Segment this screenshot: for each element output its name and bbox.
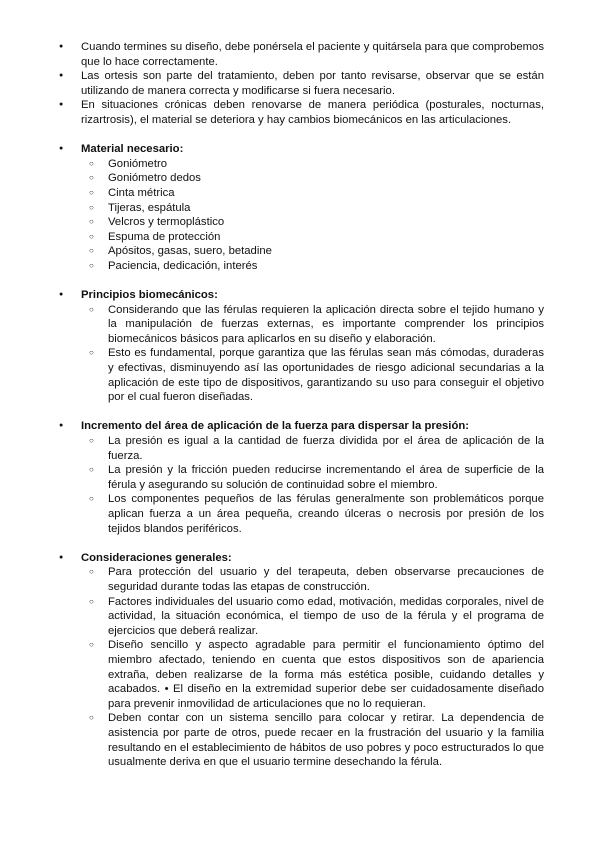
principios-list <box>81 303 544 405</box>
list-item: ○ Apósitos, gasas, suero, betadine <box>81 244 544 259</box>
list-item: ○ Diseño sencillo y aspecto agradable para permitir el funcionamiento óptimo del miembro afectado, teniendo en cuenta que estos dispositivos son de apariencia extraña, deben realizarse de la forma más estética posible, cuidando detalles y acabados. • El diseño en la extremidad superior debe ser cuidadosamente diseñado para prevenir inmovilidad de articulaciones que no lo requieran. <box>81 638 544 711</box>
list-item: ○ Espuma de protección <box>81 230 544 245</box>
incremento-list <box>81 434 544 536</box>
intro-item: ● Las ortesis son parte del tratamiento, deben por tanto revisarse, observar que se están utilizando de manera correcta y modificarse si fuera necesario. <box>0 69 600 98</box>
section-title: Principios biomecánicos: <box>81 289 218 302</box>
intro-item: ● En situaciones crónicas deben renovarse de manera periódica (posturales, nocturnas, rizartrosis), el material se deteriora y hay cambios biomecánicos en las articulaciones. <box>0 98 600 127</box>
list-item: ○ Goniómetro dedos <box>81 171 544 186</box>
list-item: ○ Goniómetro <box>81 157 544 172</box>
section-title: Material necesario: <box>81 143 184 156</box>
list-item: ○ Factores individuales del usuario como edad, motivación, medidas corporales, nivel de actividad, la situación económica, el tiempo de uso de la férula y el programa de ejercicios que deberá realizar. <box>81 595 544 639</box>
list-item: ○ Velcros y termoplástico <box>81 215 544 230</box>
list-item: ○ Los componentes pequeños de las férulas generalmente son problemáticos porque aplican fuerza a un área pequeña, creando úlceras o necrosis por presión de los tejidos blandos periféricos. <box>81 492 544 536</box>
section-title: Incremento del área de aplicación de la fuerza para dispersar la presión: <box>81 420 470 433</box>
list-item: ○ Deben contar con un sistema sencillo para colocar y retirar. La dependencia de asistencia por parte de otros, puede recaer en la frustración del usuario y la familia resultando en el establecimiento de hábitos de uso pobres y poco estructurados lo que usualmente deriva en que el usuario termine desechando la férula. <box>81 711 544 769</box>
list-item: ○ La presión es igual a la cantidad de fuerza dividida por el área de aplicación de la fuerza. <box>81 434 544 463</box>
section-title: Consideraciones generales: <box>81 551 232 564</box>
document-page <box>0 40 600 770</box>
list-item: ○ La presión y la fricción pueden reducirse incrementando el área de superficie de la férula y asegurando su solución de continuidad sobre el miembro. <box>81 463 544 492</box>
list-item: ○ Esto es fundamental, porque garantiza que las férulas sean más cómodas, duraderas y efectivas, disminuyendo así las oportunidades de riesgo adicional secundarias a la aplicación de este tipo de dispositivos, garantizando su uso para conseguir el objetivo por el cual fueron diseñadas. <box>81 346 544 404</box>
section-incremento <box>0 419 600 536</box>
section-principios <box>0 288 600 405</box>
consideraciones-list <box>81 565 544 769</box>
section-consideraciones <box>0 551 600 770</box>
material-list <box>81 157 544 274</box>
list-item: ○ Cinta métrica <box>81 186 544 201</box>
intro-list <box>0 40 600 770</box>
list-item: ○ Considerando que las férulas requieren la aplicación directa sobre el tejido humano y la manipulación de fuerzas externas, es importante comprender los principios biomecánicos básicos para aplicarlos en su diseño y elaboración. <box>81 303 544 347</box>
list-item: ○ Paciencia, dedicación, interés <box>81 259 544 274</box>
list-item: ○ Para protección del usuario y del terapeuta, deben observarse precauciones de seguridad durante todas las etapas de construcción. <box>81 565 544 594</box>
intro-item: ● Cuando termines su diseño, debe ponérsela el paciente y quitársela para que comprobemos que lo hace correctamente. <box>0 40 600 69</box>
list-item: ○ Tijeras, espátula <box>81 201 544 216</box>
section-material <box>0 142 600 273</box>
